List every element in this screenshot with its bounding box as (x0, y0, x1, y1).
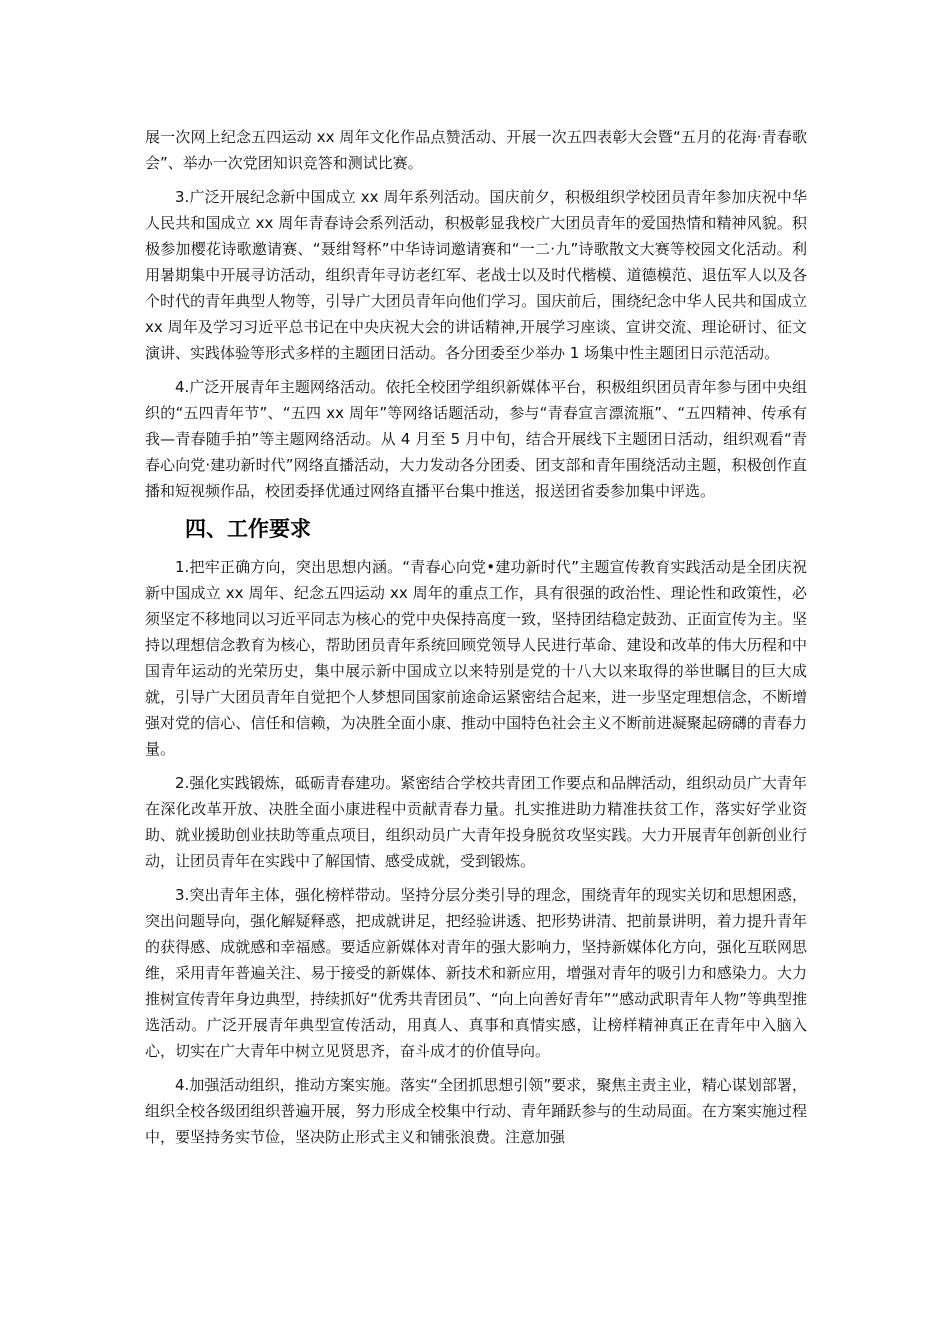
requirement-paragraph-3: 3.突出青年主体，强化榜样带动。坚持分层分类引导的理念，围绕青年的现实关切和思想困惑，突出问题导向，强化解疑释惑，把成就讲足，把经验讲透、把形势讲清、把前景讲明，着力提升青年的获得感、成就感和幸福感。要适应新媒体对青年的强大影响力，坚持新媒体化方向，强化互联网思维，采用青年普遍关注、易于接受的新媒体、新技术和新应用，增强对青年的吸引力和感染力。大力推树宣传青年身边典型，持续抓好“优秀共青团员”、“向上向善好青年”“感动武职青年人物”等典型推选活动。广泛开展青年典型宣传活动，用真人、真事和真情实感，让榜样精神真正在青年中入脑入心，切实在广大青年中树立见贤思齐，奋斗成才的价值导向。 (145, 886, 807, 1060)
section-heading: 四、工作要求 (185, 517, 311, 541)
paragraph-item-4: 4.广泛开展青年主题网络活动。依托全校团学组织新媒体平台，积极组织团员青年参与团中央组织的“五四青年节”、“五四 xx 周年”等网络话题活动，参与“青春宣言漂流瓶”、“五四精神、传承有我—青春随手拍”等主题网络活动。从 4 月至 5 月中旬，结合开展线下主题团日活动，组织观看“青春心向党·建功新时代”网络直播活动，大力发动各分团委、团支部和青年围绕活动主题，积极创作直播和短视频作品，校团委择优通过网络直播平台集中推送，报送团省委参加集中评选。 (145, 378, 807, 500)
document-body (145, 124, 807, 1158)
requirement-paragraph-1: 1.把牢正确方向，突出思想内涵。“青春心向党•建功新时代”主题宣传教育实践活动是全团庆祝新中国成立 xx 周年、纪念五四运动 xx 周年的重点工作，具有很强的政治性、理论性和政策性，必须坚定不移地同以习近平同志为核心的党中央保持高度一致，坚持团结稳定鼓劲、正面宣传为主。坚持以理想信念教育为核心，帮助团员青年系统回顾党领导人民进行革命、建设和改革的伟大历程和中国青年运动的光荣历史，集中展示新中国成立以来特别是党的十八大以来取得的举世瞩目的巨大成就，引导广大团员青年自觉把个人梦想同国家前途命运紧密结合起来，进一步坚定理想信念，不断增强对党的信心、信任和信赖，为决胜全面小康、推动中国特色社会主义不断前进凝聚起磅礴的青春力量。 (145, 558, 807, 758)
requirement-paragraph-4: 4.加强活动组织，推动方案实施。落实“全团抓思想引领”要求，聚焦主责主业，精心谋划部署，组织全校各级团组织普遍开展，努力形成全校集中行动、青年踊跃参与的生动局面。在方案实施过程中，要坚持务实节俭，坚决防止形式主义和铺张浪费。注意加强 (145, 1076, 807, 1146)
paragraph-item-3: 3.广泛开展纪念新中国成立 xx 周年系列活动。国庆前夕，积极组织学校团员青年参加庆祝中华人民共和国成立 xx 周年青春诗会系列活动，积极彰显我校广大团员青年的爱国热情和精神风貌。积极参加樱花诗歌邀请赛、“聂绀弩杯”中华诗词邀请赛和“一二·九”诗歌散文大赛等校园文化活动。利用暑期集中开展寻访活动，组织青年寻访老红军、老战士以及时代楷模、道德模范、退伍军人以及各个时代的青年典型人物等，引导广大团员青年向他们学习。国庆前后，围绕纪念中华人民共和国成立 xx 周年及学习习近平总书记在中央庆祝大会的讲话精神,开展学习座谈、宣讲交流、理论研讨、征文演讲、实践体验等形式多样的主题团日活动。各分团委至少举办 1 场集中性主题团日示范活动。 (145, 188, 807, 362)
requirement-paragraph-2: 2.强化实践锻炼，砥砺青春建功。紧密结合学校共青团工作要点和品牌活动，组织动员广大青年在深化改革开放、决胜全面小康进程中贡献青春力量。扎实推进助力精准扶贫工作，落实好学业资助、就业援助创业扶助等重点项目，组织动员广大青年投身脱贫攻坚实践。大力开展青年创新创业行动，让团员青年在实践中了解国情、感受成就，受到锻炼。 (145, 774, 807, 870)
paragraph-continuation: 展一次网上纪念五四运动 xx 周年文化作品点赞活动、开展一次五四表彰大会暨“五月的花海·青春歌会”、举办一次党团知识竞答和测试比赛。 (145, 128, 807, 172)
